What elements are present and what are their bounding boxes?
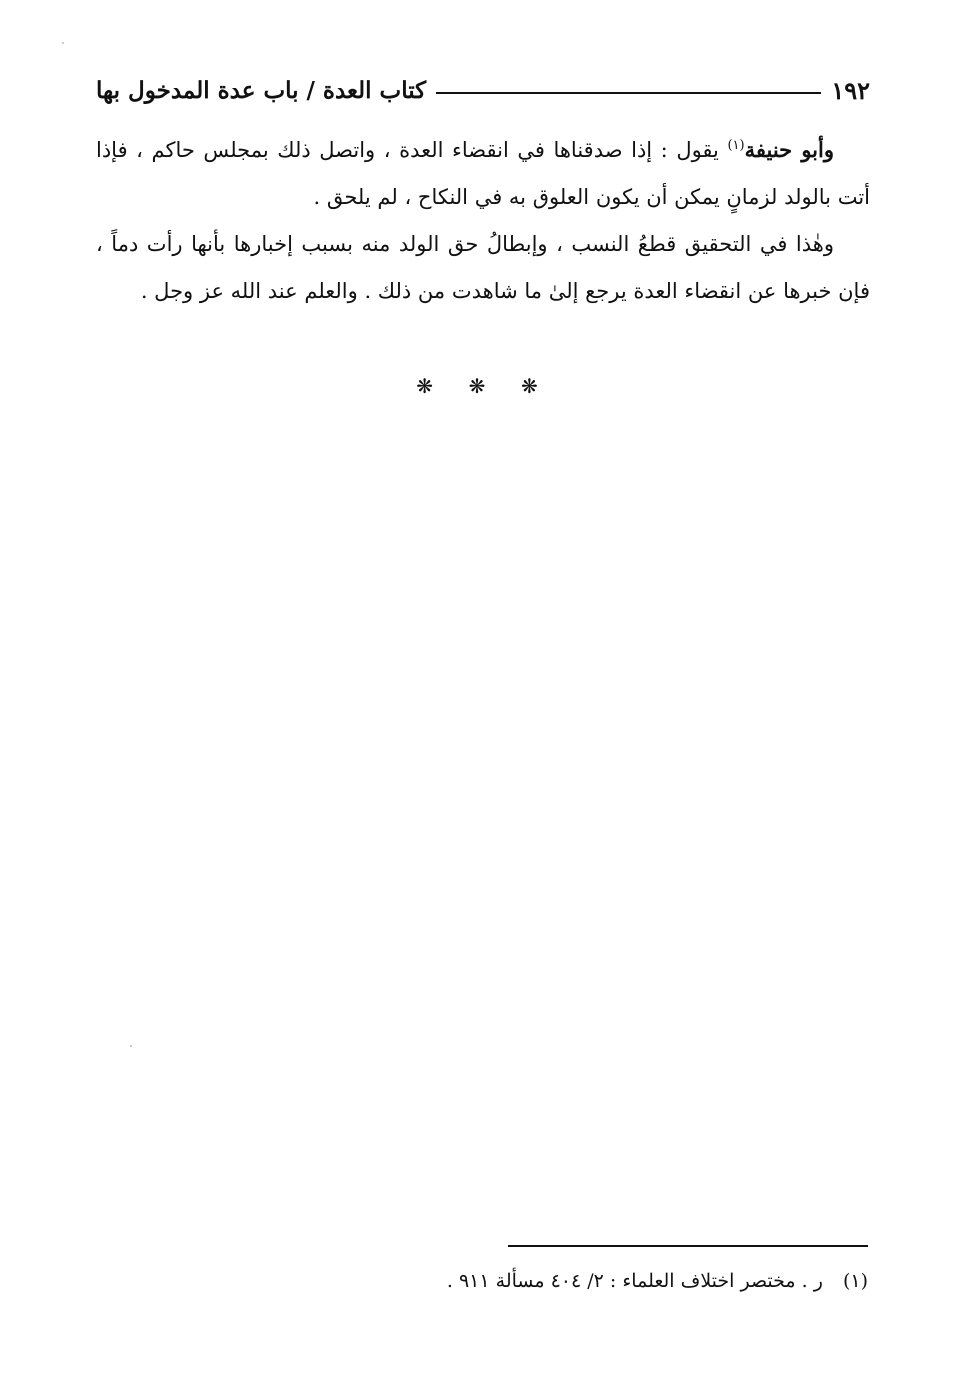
asterisk-icon: ❋ [520, 374, 538, 398]
footnote-rule [508, 1245, 868, 1247]
body-text [96, 126, 870, 315]
footnote [447, 1270, 868, 1292]
paragraph-2 [96, 221, 870, 315]
running-title: كتاب العدة / باب عدة المدخول بها [96, 76, 427, 104]
asterisk-icon: ❋ [416, 374, 434, 398]
footnote-text: ر . مختصر اختلاف العلماء : ٢/ ٤٠٤ مسألة ٩١١ . [446, 1270, 823, 1292]
paragraph-text: وهٰذا في التحقيق قطعُ النسب ، وإبطالُ حق الولد منه بسبب إخبارها بأنها رأت دماً ، فإن خبرها عن انقضاء العدة يرجع إلىٰ ما شاهدت من ذلك . والعلم عند الله عز وجل . [96, 232, 870, 303]
footnote-marker: (١) [842, 1270, 868, 1292]
paragraph-1 [96, 126, 870, 221]
author-name: وأبو حنيفة [744, 137, 834, 162]
running-header [96, 70, 870, 110]
asterisk-icon: ❋ [468, 374, 486, 398]
scan-speck [130, 1045, 132, 1047]
page-number: ١٩٢ [831, 75, 870, 105]
header-rule [436, 92, 821, 94]
scan-speck [62, 42, 64, 44]
section-separator [0, 374, 954, 398]
paragraph-text: يقول : إذا صدقناها في انقضاء العدة ، واتصل ذلك بمجلس حاكم ، فإذا أتت بالولد لزمانٍ يمكن أن يكون العلوق به في النكاح ، لم يلحق . [96, 138, 870, 209]
footnote-reference[interactable]: (١) [727, 138, 745, 153]
